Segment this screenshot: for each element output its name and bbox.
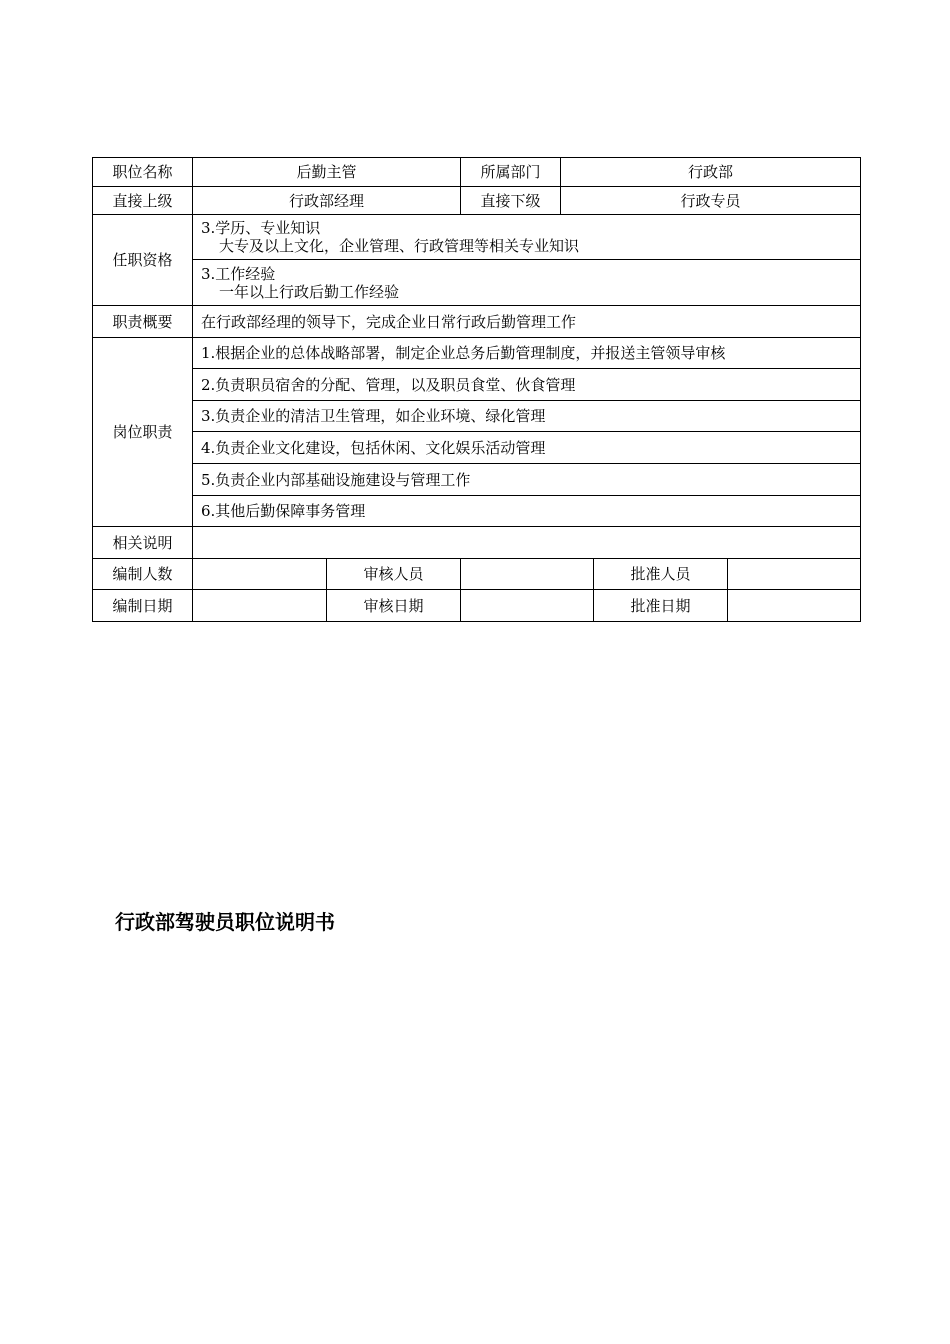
duty-item: 4.负责企业文化建设，包括休闲、文化娱乐活动管理: [193, 432, 861, 464]
reviewer-label: 审核人员: [327, 559, 461, 590]
qualifications-label: 任职资格: [93, 215, 193, 306]
position-name-value: 后勤主管: [193, 158, 461, 187]
approve-date-value: [728, 590, 861, 622]
duty-item: 3.负责企业的清洁卫生管理，如企业环境、绿化管理: [193, 401, 861, 432]
superior-value: 行政部经理: [193, 187, 461, 215]
notes-value: [193, 527, 861, 559]
department-label: 所属部门: [461, 158, 561, 187]
superior-label: 直接上级: [93, 187, 193, 215]
job-description-table: [92, 157, 861, 622]
qualification-education: [193, 215, 861, 260]
qualification-experience-heading: 3.工作经验: [201, 264, 276, 283]
next-section-title: 行政部驾驶员职位说明书: [115, 910, 335, 934]
notes-label: 相关说明: [93, 527, 193, 559]
summary-label: 职责概要: [93, 306, 193, 338]
review-date-value: [461, 590, 594, 622]
reviewer-value: [461, 559, 594, 590]
review-date-label: 审核日期: [327, 590, 461, 622]
duties-label: 岗位职责: [93, 338, 193, 527]
date-value: [193, 590, 327, 622]
qualification-education-heading: 3.学历、专业知识: [201, 219, 321, 237]
approver-label: 批准人员: [594, 559, 728, 590]
duty-item: 5.负责企业内部基础设施建设与管理工作: [193, 464, 861, 496]
duty-item: 2.负责职员宿舍的分配、管理，以及职员食堂、伙食管理: [193, 369, 861, 401]
qualification-experience: [193, 260, 861, 306]
position-name-label: 职位名称: [93, 158, 193, 187]
date-label: 编制日期: [93, 590, 193, 622]
qualification-experience-detail: 一年以上行政后勤工作经验: [219, 282, 400, 301]
summary-value: 在行政部经理的领导下，完成企业日常行政后勤管理工作: [193, 306, 861, 338]
qualification-education-detail: 大专及以上文化，企业管理、行政管理等相关专业知识: [219, 237, 580, 255]
duty-item: 6.其他后勤保障事务管理: [193, 496, 861, 527]
approver-value: [728, 559, 861, 590]
subordinate-value: 行政专员: [561, 187, 861, 215]
duty-item: 1.根据企业的总体战略部署，制定企业总务后勤管理制度，并报送主管领导审核: [193, 338, 861, 369]
headcount-label: 编制人数: [93, 559, 193, 590]
approve-date-label: 批准日期: [594, 590, 728, 622]
department-value: 行政部: [561, 158, 861, 187]
subordinate-label: 直接下级: [461, 187, 561, 215]
headcount-value: [193, 559, 327, 590]
